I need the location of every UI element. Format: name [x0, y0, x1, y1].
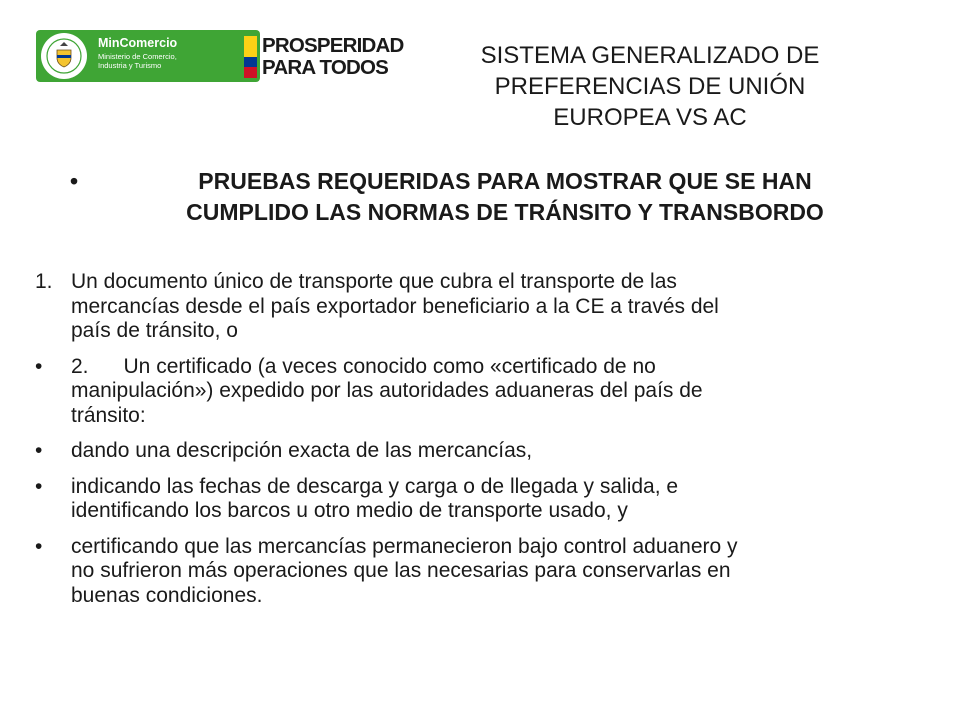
prosperidad-line-2: PARA TODOS: [262, 56, 389, 79]
body-list: [35, 270, 935, 619]
mincomercio-subtitle: Ministerio de Comercio, Industria y Turismo: [98, 52, 177, 70]
list-item-text: identificando los barcos u otro medio de transporte usado, y: [71, 499, 628, 522]
list-item-text: tránsito:: [71, 403, 146, 427]
bullet-marker: •: [70, 168, 79, 194]
prosperidad-para-todos-logo: [244, 32, 414, 82]
list-item-text: manipulación») expedido por las autoridades aduaneras del país de: [71, 379, 703, 402]
list-item: [35, 270, 935, 344]
list-item-text: 2. Un certificado (a veces conocido como «certificado de no: [71, 354, 656, 378]
list-item-text: indicando las fechas de descarga y carga o de llegada y salida, e: [71, 474, 679, 498]
list-item: [35, 475, 935, 524]
list-item: [35, 535, 935, 609]
slide-title: SISTEMA GENERALIZADO DE PREFERENCIAS DE UNIÓN EUROPEA VS AC: [480, 42, 820, 131]
mincomercio-logo: [36, 30, 260, 82]
list-item-text: mercancías desde el país exportador beneficiario a la CE a través del: [71, 294, 719, 318]
list-item-text: dando una descripción exacta de las mercancías,: [71, 439, 533, 462]
list-marker: 1.: [35, 270, 53, 293]
list-item-text: no sufrieron más operaciones que las necesarias para conservarlas en: [71, 559, 731, 582]
list-item: [35, 355, 935, 429]
headline-text: PRUEBAS REQUERIDAS PARA MOSTRAR QUE SE HAN CUMPLIDO LAS NORMAS DE TRÁNSITO Y TRANSBORDO: [186, 168, 824, 225]
list-marker: •: [35, 534, 43, 558]
list-marker: •: [35, 354, 43, 378]
list-marker: •: [35, 439, 43, 462]
headline-bullet: [70, 166, 930, 228]
colombia-seal-icon: [40, 32, 88, 80]
list-item-text: certificando que las mercancías permanecieron bajo control aduanero y: [71, 534, 738, 558]
list-item-text: buenas condiciones.: [71, 583, 263, 607]
mincomercio-name: MinComercio: [98, 36, 178, 50]
list-item-text: país de tránsito, o: [71, 319, 238, 342]
list-marker: •: [35, 474, 43, 498]
colombia-flag-icon: [244, 36, 257, 78]
list-item: [35, 439, 935, 464]
prosperidad-line-1: PROSPERIDAD: [262, 34, 404, 57]
list-item-text: Un documento único de transporte que cubra el transporte de las: [71, 270, 677, 293]
